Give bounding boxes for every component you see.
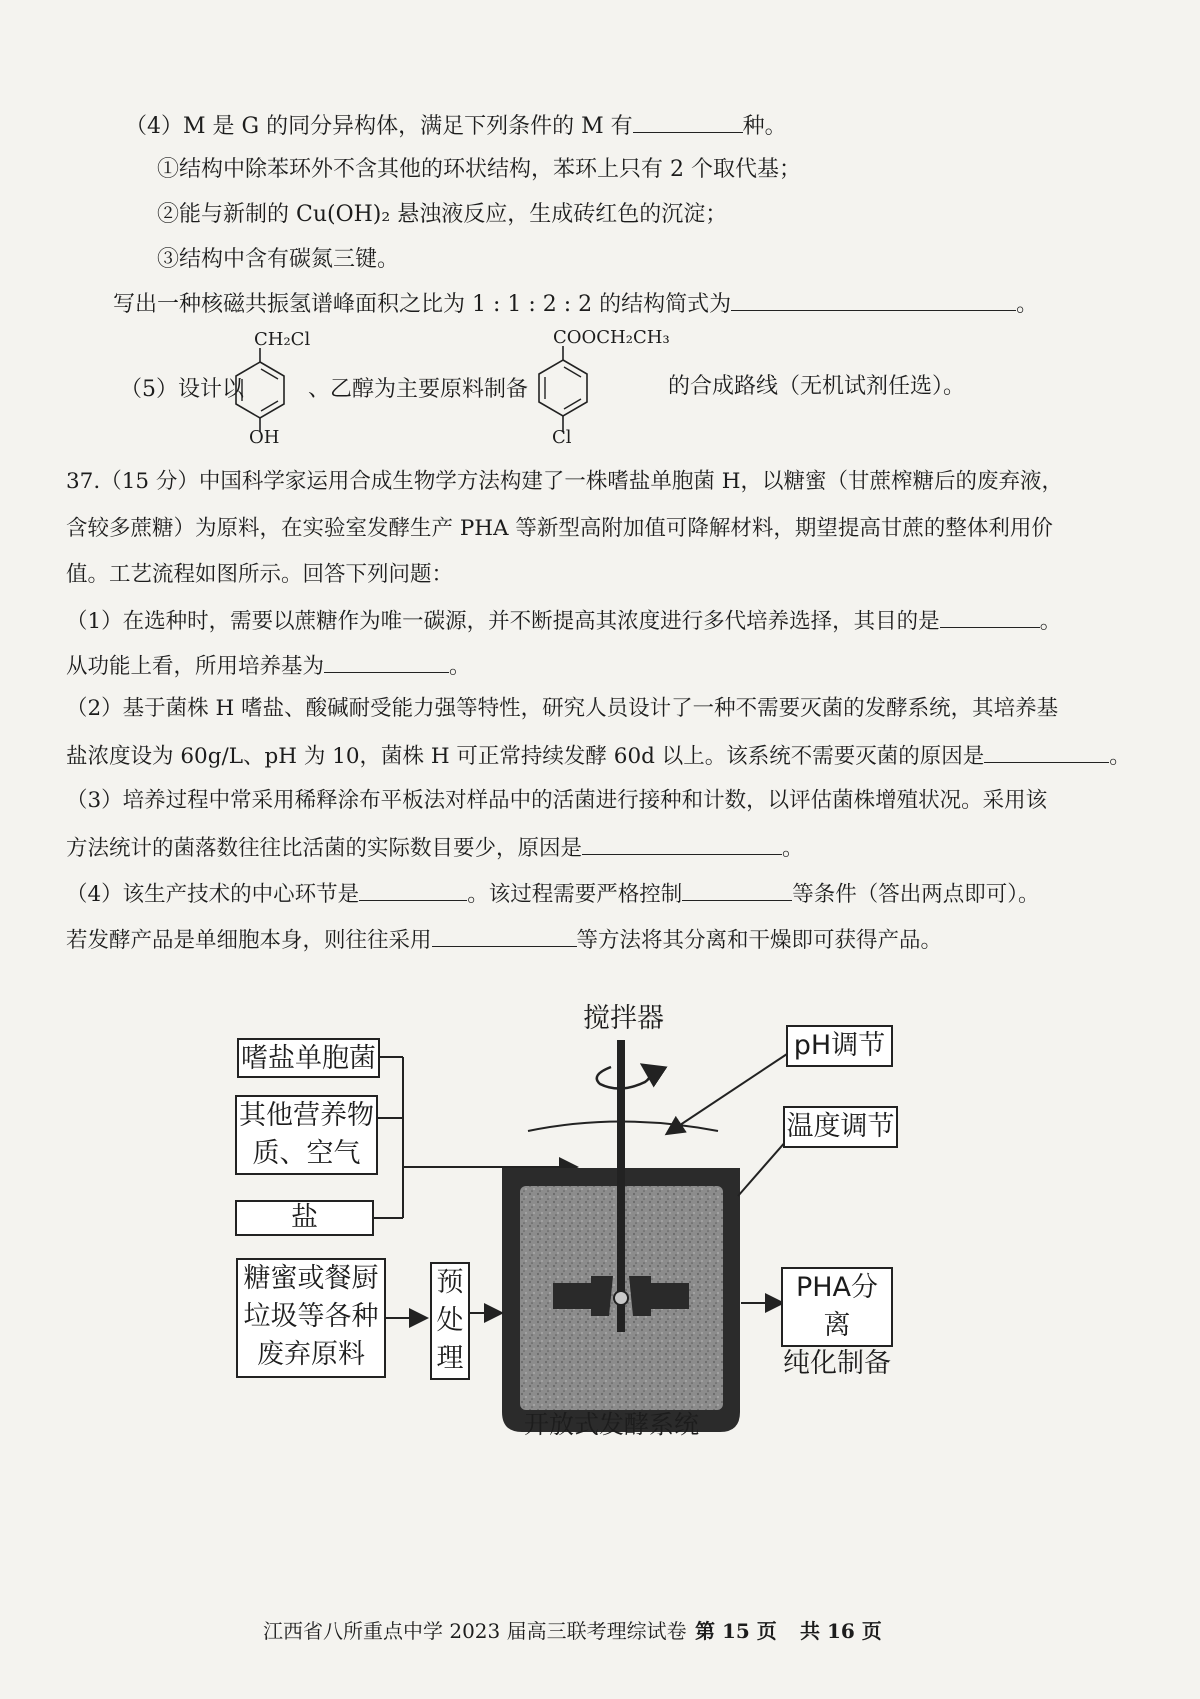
q37-p1-line1: （1）在选种时，需要以蔗糖作为唯一碳源，并不断提高其浓度进行多代培养选择，其目的是 。 — [66, 605, 1061, 637]
reactant1-bottom-label: OH — [249, 427, 280, 448]
q37-intro-line2: 含较多蔗糖）为原料，在实验室发酵生产 PHA 等新型高附加值可降解材料，期望提高甘蔗的整体利用价 — [66, 516, 1053, 541]
q36-part5-a: （5）设计以 — [120, 377, 244, 402]
q37-intro-line3: 值。工艺流程如图所示。回答下列问题： — [66, 562, 454, 587]
nutrients-box: 其他营养物 质、空气 — [235, 1095, 378, 1175]
temp-regulation-box: 温度调节 — [783, 1106, 898, 1148]
q36-cond1: ①结构中除苯环外不含其他的环状结构，苯环上只有 2 个取代基； — [157, 157, 801, 182]
footer-exam-title: 江西省八所重点中学 2023 届高三联考理综试卷 — [263, 1619, 687, 1643]
q37-p2-line2: 盐浓度设为 60g/L、pH 为 10，菌株 H 可正常持续发酵 60d 以上。该系统不需要灭菌的原因是 。 — [66, 740, 1131, 772]
ph-arrow — [668, 1054, 787, 1133]
ph-regulation-box: pH调节 — [786, 1025, 893, 1067]
q37-p4-line2: 若发酵产品是单细胞本身，则往往采用 等方法将其分离和干燥即可获得产品。 — [66, 924, 942, 956]
q36-nmr-line: 写出一种核磁共振氢谱峰面积之比为 1 : 1 : 2 : 2 的结构简式为 。 — [113, 288, 1038, 320]
q37-p1-line2: 从功能上看，所用培养基为 。 — [66, 650, 471, 682]
salt-box: 盐 — [235, 1200, 374, 1236]
preprocessing-box: 预 处 理 — [430, 1262, 470, 1380]
footer-total-pages: 共 16 页 — [800, 1619, 882, 1643]
stirrer-shaft — [617, 1040, 625, 1332]
reactant2-top-label: COOCH₂CH₃ — [553, 327, 670, 348]
q37-p2-line1: （2）基于菌株 H 嗜盐、酸碱耐受能力强等特性，研究人员设计了一种不需要灭菌的发酵系统，其培养基 — [66, 696, 1059, 721]
stirrer-label: 搅拌器 — [583, 1003, 664, 1034]
reactant2-bottom-label: Cl — [552, 427, 572, 448]
reactant1-top-label: CH₂Cl — [254, 329, 311, 350]
q37-p3-line2: 方法统计的菌落数往往比活菌的实际数目要少，原因是 。 — [66, 832, 804, 864]
diagram-caption: 开放式发酵系统 — [524, 1410, 700, 1439]
q36-cond2: ②能与新制的 Cu(OH)₂ 悬浊液反应，生成砖红色的沉淀； — [157, 202, 728, 227]
waste-materials-box: 糖蜜或餐厨 垃圾等各种 废弃原料 — [236, 1258, 386, 1378]
q36-part4-intro: （4）M 是 G 的同分异构体，满足下列条件的 M 有 种。 — [125, 110, 787, 142]
pha-purification-box: PHA分离 纯化制备 — [781, 1267, 893, 1347]
q36-part5-c: 的合成路线（无机试剂任选）。 — [668, 374, 966, 399]
footer-page-number: 第 15 页 — [695, 1619, 777, 1643]
q37-p4-line1: （4）该生产技术的中心环节是 。该过程需要严格控制 等条件（答出两点即可）。 — [66, 878, 1039, 910]
q36-part5-b: 、乙醇为主要原料制备 — [308, 377, 529, 402]
q37-p3-line1: （3）培养过程中常采用稀释涂布平板法对样品中的活菌进行接种和计数，以评估菌株增殖状况。采用该 — [66, 788, 1048, 813]
bacteria-box: 嗜盐单胞菌 — [237, 1038, 380, 1078]
q37-intro-line1: 37.（15 分）中国科学家运用合成生物学方法构建了一株嗜盐单胞菌 H，以糖蜜（甘蔗榨糖后的废弃液， — [66, 469, 1063, 494]
q36-cond3: ③结构中含有碳氮三键。 — [157, 247, 400, 272]
temp-connector — [738, 1140, 787, 1196]
